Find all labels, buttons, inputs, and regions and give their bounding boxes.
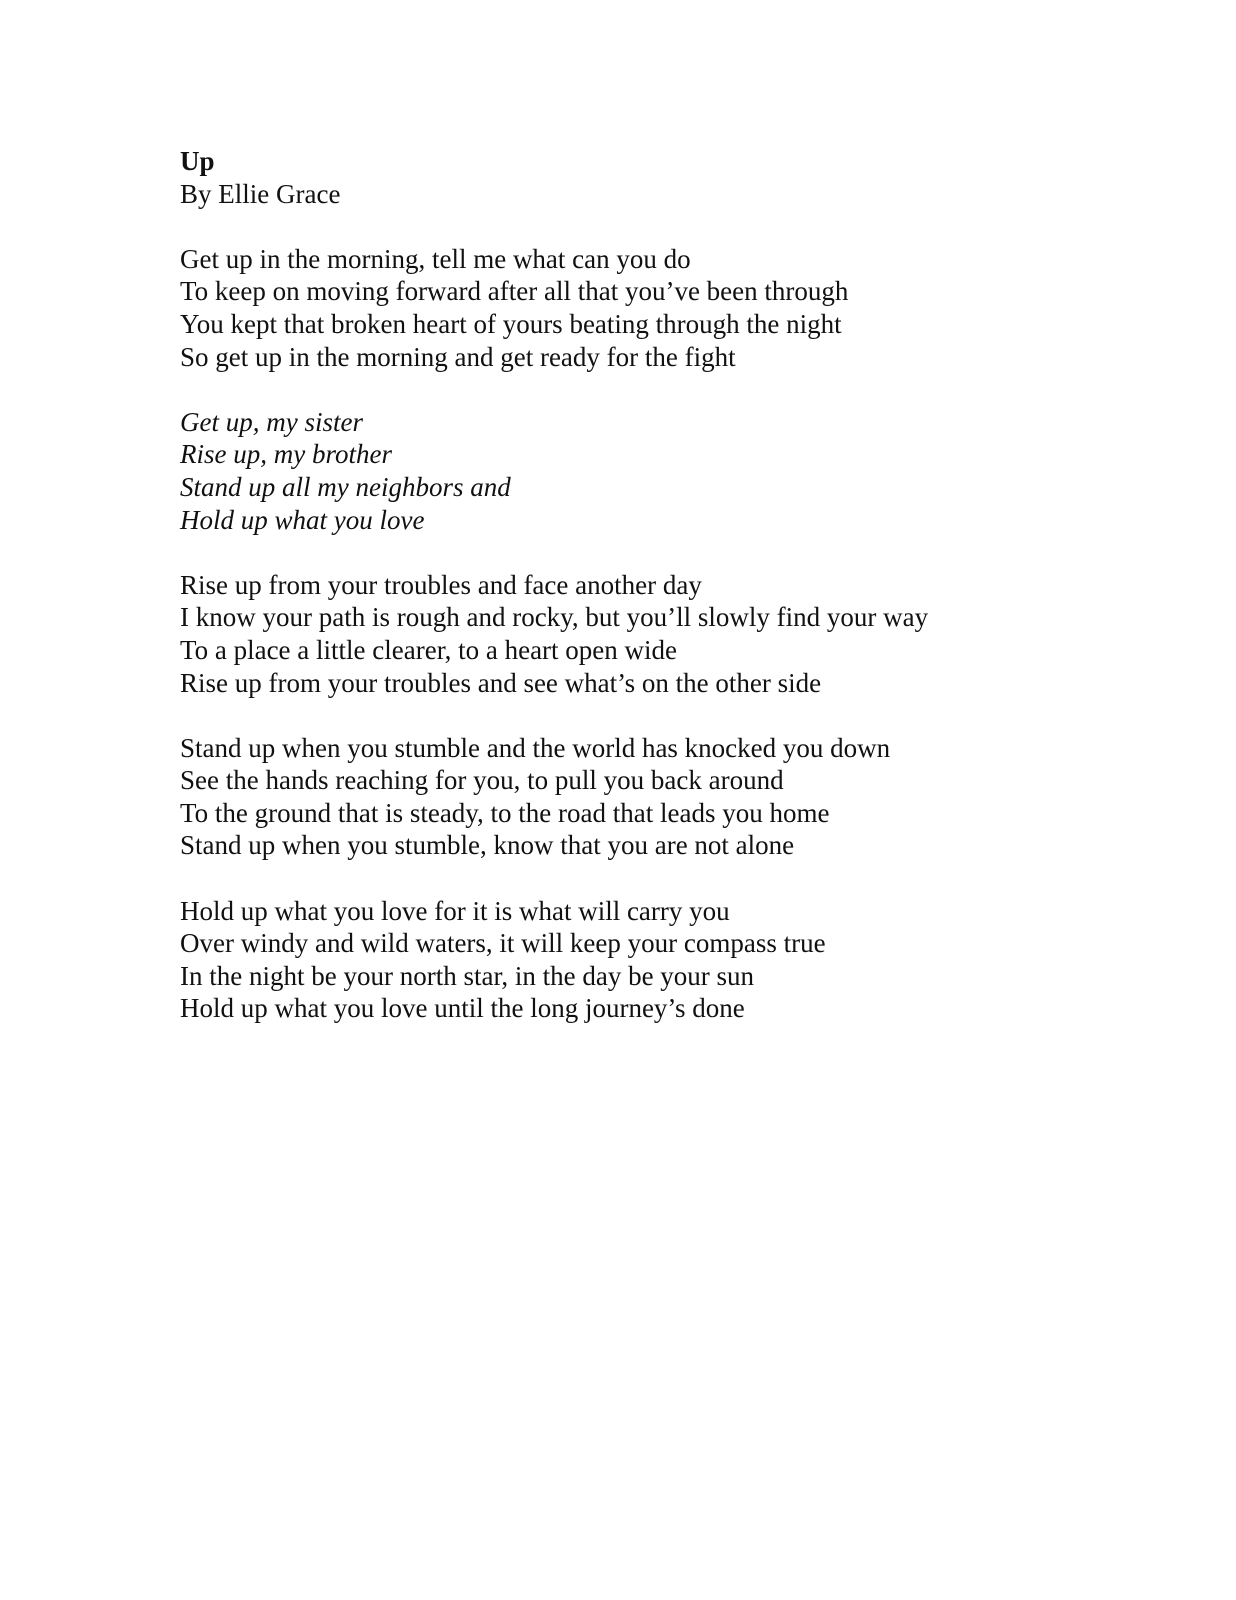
poem-title: Up: [180, 146, 215, 176]
poem: [180, 145, 1140, 1025]
poem-line: You kept that broken heart of yours beating through the night: [180, 308, 842, 339]
stanza-verse-2: [180, 569, 1140, 699]
stanza-verse-1: [180, 243, 1140, 373]
poem-line: Stand up when you stumble, know that you are not alone: [180, 830, 795, 861]
poem-line: I know your path is rough and rocky, but you’ll slowly find your way: [180, 602, 929, 633]
stanza-chorus: [180, 406, 1140, 536]
poem-line: To keep on moving forward after all that you’ve been through: [180, 276, 849, 307]
chorus-line: Hold up what you love: [180, 504, 425, 535]
poem-line: Get up in the morning, tell me what can you do: [180, 243, 691, 274]
poem-line: Rise up from your troubles and see what’s on the other side: [180, 667, 822, 698]
poem-line: So get up in the morning and get ready for the fight: [180, 341, 736, 372]
poem-line: In the night be your north star, in the day be your sun: [180, 960, 755, 991]
poem-line: See the hands reaching for you, to pull you back around: [180, 765, 784, 796]
chorus-line: Get up, my sister: [180, 406, 363, 437]
poem-line: Hold up what you love until the long journey’s done: [180, 993, 745, 1024]
poem-line: Stand up when you stumble and the world has knocked you down: [180, 732, 891, 763]
poem-author: By Ellie Grace: [180, 178, 341, 209]
poem-line: Rise up from your troubles and face another day: [180, 569, 702, 600]
stanza-verse-3: [180, 732, 1140, 862]
stanza-verse-4: [180, 895, 1140, 1025]
poem-line: Hold up what you love for it is what will carry you: [180, 895, 730, 926]
poem-line: Over windy and wild waters, it will keep your compass true: [180, 928, 826, 959]
chorus-line: Rise up, my brother: [180, 439, 392, 470]
poem-line: To a place a little clearer, to a heart open wide: [180, 634, 678, 665]
chorus-line: Stand up all my neighbors and: [180, 471, 511, 502]
poem-line: To the ground that is steady, to the road that leads you home: [180, 797, 830, 828]
